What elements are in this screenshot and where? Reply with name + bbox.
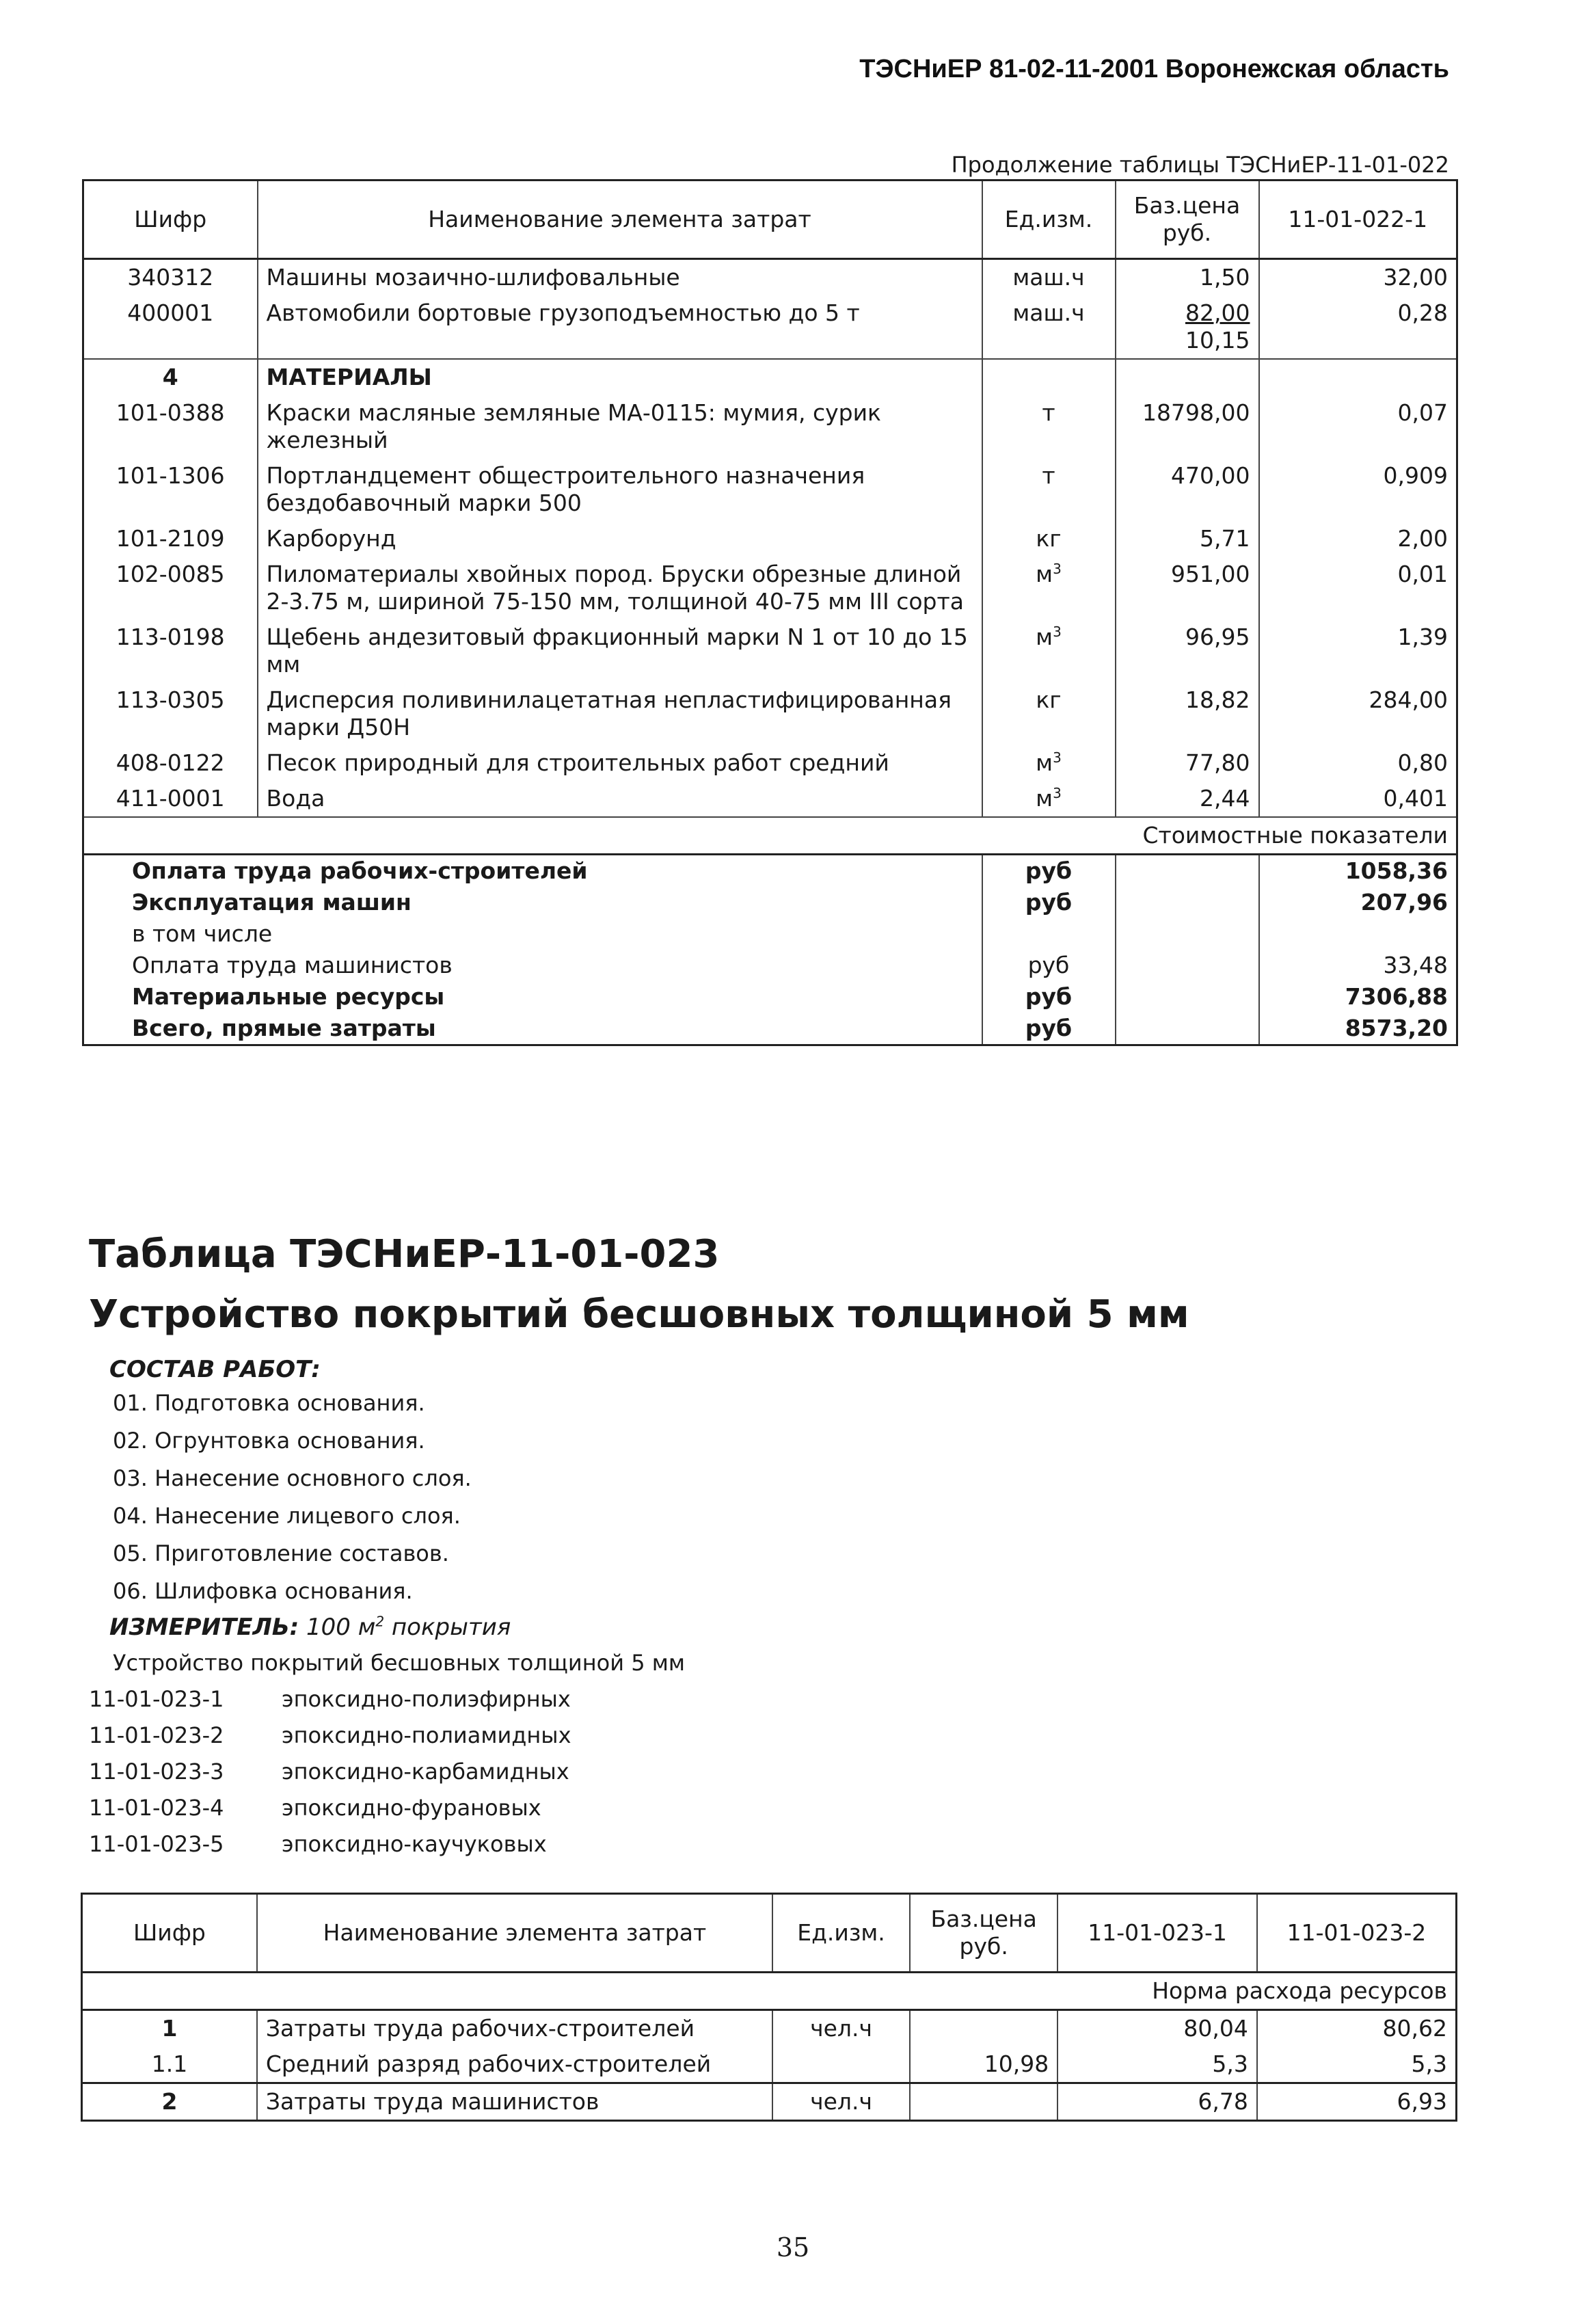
summary-value: 207,96 bbox=[1259, 887, 1457, 918]
summary-row bbox=[83, 855, 1457, 887]
table-row bbox=[83, 259, 1457, 296]
row-code: 101-2109 bbox=[116, 525, 225, 552]
norm-name: эпоксидно-полиэфирных bbox=[282, 1686, 571, 1712]
row-unit bbox=[982, 781, 1116, 817]
table-row bbox=[82, 2046, 1457, 2083]
norm-code: 11-01-023-2 bbox=[89, 1722, 224, 1748]
row-price: 5,71 bbox=[1116, 521, 1259, 557]
row-name: Щебень андезитовый фракционный марки N 1 от 10 до 15 мм bbox=[258, 619, 982, 682]
price-second: 10,15 bbox=[1185, 327, 1250, 353]
row-value: 32,00 bbox=[1259, 259, 1457, 296]
work-item: 02. Огрунтовка основания. bbox=[113, 1428, 425, 1454]
meter-label: ИЗМЕРИТЕЛЬ: bbox=[109, 1614, 299, 1641]
header-norm-1: 11-01-023-1 bbox=[1057, 1894, 1257, 1973]
summary-unit: руб bbox=[982, 950, 1116, 981]
row-name: Карборунд bbox=[258, 521, 982, 557]
table-title: Таблица ТЭСНиЕР-11-01-023 bbox=[89, 1232, 720, 1277]
row-value: 0,07 bbox=[1259, 395, 1457, 458]
row-name: Средний разряд рабочих-строителей bbox=[257, 2046, 772, 2083]
norm-name: эпоксидно-каучуковых bbox=[282, 1831, 547, 1857]
row-price: 18798,00 bbox=[1116, 395, 1259, 458]
table-header-row bbox=[82, 1894, 1457, 1973]
row-value-2: 6,93 bbox=[1257, 2083, 1457, 2121]
summary-unit: руб bbox=[982, 1013, 1116, 1045]
row-name: Портландцемент общестроительного назначения бездобавочный марки 500 bbox=[258, 458, 982, 521]
row-value: 0,909 bbox=[1259, 458, 1457, 521]
summary-value: 1058,36 bbox=[1259, 855, 1457, 887]
row-name: Автомобили бортовые грузоподъемностью до 5 т bbox=[258, 295, 982, 359]
row-value-1: 6,78 bbox=[1057, 2083, 1257, 2121]
table-subtitle: Устройство покрытий бесшовных толщиной 5 мм bbox=[89, 1292, 1189, 1337]
header-code: Шифр bbox=[133, 1919, 206, 1946]
row-unit bbox=[982, 619, 1116, 682]
summary-label: Всего, прямые затраты bbox=[132, 1015, 436, 1041]
summary-label: Материальные ресурсы bbox=[132, 983, 445, 1010]
row-value-1: 80,04 bbox=[1057, 2010, 1257, 2047]
row-value-2: 5,3 bbox=[1257, 2046, 1457, 2083]
norm-code: 11-01-023-3 bbox=[89, 1759, 224, 1785]
meter-value-suffix: покрытия bbox=[384, 1614, 511, 1641]
unit-text: м bbox=[1036, 785, 1053, 812]
section-code: 4 bbox=[83, 359, 258, 395]
summary-row bbox=[83, 887, 1457, 918]
row-value: 0,80 bbox=[1259, 745, 1457, 781]
norm-name: эпоксидно-фурановых bbox=[282, 1795, 541, 1821]
meter-value-text: 100 м bbox=[306, 1614, 376, 1641]
norm-subtitle: Устройство покрытий бесшовных толщиной 5 мм bbox=[113, 1650, 685, 1676]
row-name: Песок природный для строительных работ средний bbox=[258, 745, 982, 781]
norm-code: 11-01-023-4 bbox=[89, 1795, 224, 1821]
row-name: Дисперсия поливинилацетатная непластифицированная марки Д50Н bbox=[258, 682, 982, 745]
summary-unit: руб bbox=[982, 855, 1116, 887]
table-row bbox=[82, 2083, 1457, 2121]
unit-text: м bbox=[1036, 624, 1053, 650]
row-name: Краски масляные земляные МА-0115: мумия, сурик железный bbox=[258, 395, 982, 458]
row-price: 96,95 bbox=[1116, 619, 1259, 682]
header-unit: Ед.изм. bbox=[982, 181, 1116, 259]
table-header-row bbox=[83, 181, 1457, 259]
summary-row bbox=[83, 981, 1457, 1013]
unit-superscript: 3 bbox=[1053, 624, 1062, 640]
row-code: 101-1306 bbox=[116, 462, 225, 489]
header-name: Наименование элемента затрат bbox=[257, 1894, 772, 1973]
row-price: 1,50 bbox=[1116, 259, 1259, 296]
summary-label: Оплата труда рабочих-строителей bbox=[83, 855, 982, 887]
summary-value bbox=[1259, 918, 1457, 950]
summary-row bbox=[83, 950, 1457, 981]
row-name: Затраты труда машинистов bbox=[257, 2083, 772, 2121]
norm-caption: Норма расхода ресурсов bbox=[1057, 1973, 1456, 2010]
row-price: 470,00 bbox=[1116, 458, 1259, 521]
works-label: СОСТАВ РАБОТ: bbox=[109, 1356, 321, 1383]
row-price: 18,82 bbox=[1116, 682, 1259, 745]
row-unit: кг bbox=[982, 682, 1116, 745]
table-row bbox=[83, 521, 1457, 557]
row-value: 0,01 bbox=[1259, 557, 1457, 619]
summary-row bbox=[83, 918, 1457, 950]
norm-code: 11-01-023-1 bbox=[89, 1686, 224, 1712]
work-item: 01. Подготовка основания. bbox=[113, 1390, 425, 1416]
section-row bbox=[83, 359, 1457, 395]
row-code: 340312 bbox=[83, 259, 258, 296]
header-price: Баз.цена руб. bbox=[1116, 181, 1259, 259]
resources-table-023 bbox=[81, 1893, 1457, 2122]
document-header: ТЭСНиЕР 81-02-11-2001 Воронежская область bbox=[859, 55, 1449, 83]
row-price: 951,00 bbox=[1116, 557, 1259, 619]
header-norm: 11-01-022-1 bbox=[1259, 181, 1457, 259]
row-price: 2,44 bbox=[1116, 781, 1259, 817]
row-unit: чел.ч bbox=[772, 2083, 910, 2121]
table-row bbox=[83, 458, 1457, 521]
norm-name: эпоксидно-карбамидных bbox=[282, 1759, 569, 1785]
summary-label: в том числе bbox=[132, 920, 273, 947]
row-unit: т bbox=[982, 458, 1116, 521]
row-unit bbox=[772, 2046, 910, 2083]
row-unit: т bbox=[982, 395, 1116, 458]
row-value: 0,401 bbox=[1259, 781, 1457, 817]
work-item: 03. Нанесение основного слоя. bbox=[113, 1465, 472, 1491]
table-row bbox=[83, 557, 1457, 619]
unit-text: м bbox=[1036, 749, 1053, 776]
row-value: 2,00 bbox=[1259, 521, 1457, 557]
header-unit: Ед.изм. bbox=[772, 1894, 910, 1973]
row-price: 77,80 bbox=[1116, 745, 1259, 781]
summary-label: Оплата труда машинистов bbox=[132, 952, 453, 978]
row-value-1: 5,3 bbox=[1057, 2046, 1257, 2083]
row-value: 1,39 bbox=[1259, 619, 1457, 682]
unit-superscript: 3 bbox=[1053, 785, 1062, 801]
header-code: Шифр bbox=[134, 206, 207, 232]
row-unit: маш.ч bbox=[982, 259, 1116, 296]
row-unit bbox=[982, 745, 1116, 781]
page-number: 35 bbox=[776, 2232, 810, 2262]
summary-unit: руб bbox=[982, 887, 1116, 918]
summary-label: Эксплуатация машин bbox=[132, 889, 412, 916]
row-name: Вода bbox=[258, 781, 982, 817]
row-code: 2 bbox=[82, 2083, 257, 2121]
row-name: Пиломатериалы хвойных пород. Бруски обрезные длиной 2-3.75 м, шириной 75-150 мм, толщиной 40-75 мм III сорта bbox=[258, 557, 982, 619]
table-row bbox=[82, 2010, 1457, 2047]
section-name: МАТЕРИАЛЫ bbox=[258, 359, 982, 395]
summary-value: 8573,20 bbox=[1259, 1013, 1457, 1045]
header-norm-2: 11-01-023-2 bbox=[1257, 1894, 1457, 1973]
row-value-2: 80,62 bbox=[1257, 2010, 1457, 2047]
cost-caption: Стоимостные показатели bbox=[1116, 817, 1457, 855]
cost-caption-row bbox=[83, 817, 1457, 855]
header-name: Наименование элемента затрат bbox=[258, 181, 982, 259]
meter-superscript: 2 bbox=[375, 1613, 385, 1630]
row-code: 113-0305 bbox=[116, 686, 225, 713]
row-value: 0,28 bbox=[1259, 295, 1457, 359]
row-name: Машины мозаично-шлифовальные bbox=[258, 259, 982, 296]
meter-line bbox=[109, 1614, 511, 1641]
row-unit: чел.ч bbox=[772, 2010, 910, 2047]
row-code: 1 bbox=[82, 2010, 257, 2047]
price-underlined: 82,00 bbox=[1185, 299, 1250, 326]
work-item: 06. Шлифовка основания. bbox=[113, 1578, 413, 1604]
unit-superscript: 3 bbox=[1053, 749, 1062, 766]
norm-code: 11-01-023-5 bbox=[89, 1831, 224, 1857]
table-row bbox=[83, 395, 1457, 458]
norm-name: эпоксидно-полиамидных bbox=[282, 1722, 571, 1748]
row-name: Затраты труда рабочих-строителей bbox=[257, 2010, 772, 2047]
table-row bbox=[83, 295, 1457, 359]
row-code: 101-0388 bbox=[116, 399, 225, 426]
row-unit: маш.ч bbox=[982, 295, 1116, 359]
summary-unit: руб bbox=[982, 981, 1116, 1013]
resources-table-022 bbox=[82, 179, 1458, 1046]
continuation-caption: Продолжение таблицы ТЭСНиЕР-11-01-022 bbox=[951, 152, 1449, 178]
row-price bbox=[910, 2083, 1057, 2121]
row-unit: кг bbox=[982, 521, 1116, 557]
table-row bbox=[83, 781, 1457, 817]
row-unit bbox=[982, 557, 1116, 619]
table-row bbox=[83, 682, 1457, 745]
row-code: 411-0001 bbox=[116, 785, 225, 812]
work-item: 05. Приготовление составов. bbox=[113, 1540, 449, 1566]
row-price bbox=[1116, 295, 1259, 359]
table-row bbox=[83, 619, 1457, 682]
header-price: Баз.цена руб. bbox=[910, 1894, 1057, 1973]
work-item: 04. Нанесение лицевого слоя. bbox=[113, 1503, 461, 1529]
summary-value: 33,48 bbox=[1259, 950, 1457, 981]
unit-text: м bbox=[1036, 561, 1053, 587]
summary-value: 7306,88 bbox=[1259, 981, 1457, 1013]
meter-value bbox=[306, 1614, 511, 1641]
row-code: 102-0085 bbox=[116, 561, 225, 587]
row-value: 284,00 bbox=[1259, 682, 1457, 745]
row-code: 113-0198 bbox=[116, 624, 225, 650]
row-code: 408-0122 bbox=[116, 749, 225, 776]
table-row bbox=[83, 745, 1457, 781]
summary-row bbox=[83, 1013, 1457, 1045]
norm-caption-row bbox=[82, 1973, 1457, 2010]
row-price: 10,98 bbox=[910, 2046, 1057, 2083]
row-price bbox=[910, 2010, 1057, 2047]
row-code: 1.1 bbox=[151, 2051, 188, 2077]
summary-unit bbox=[982, 918, 1116, 950]
unit-superscript: 3 bbox=[1053, 561, 1062, 577]
row-code: 400001 bbox=[127, 299, 214, 326]
